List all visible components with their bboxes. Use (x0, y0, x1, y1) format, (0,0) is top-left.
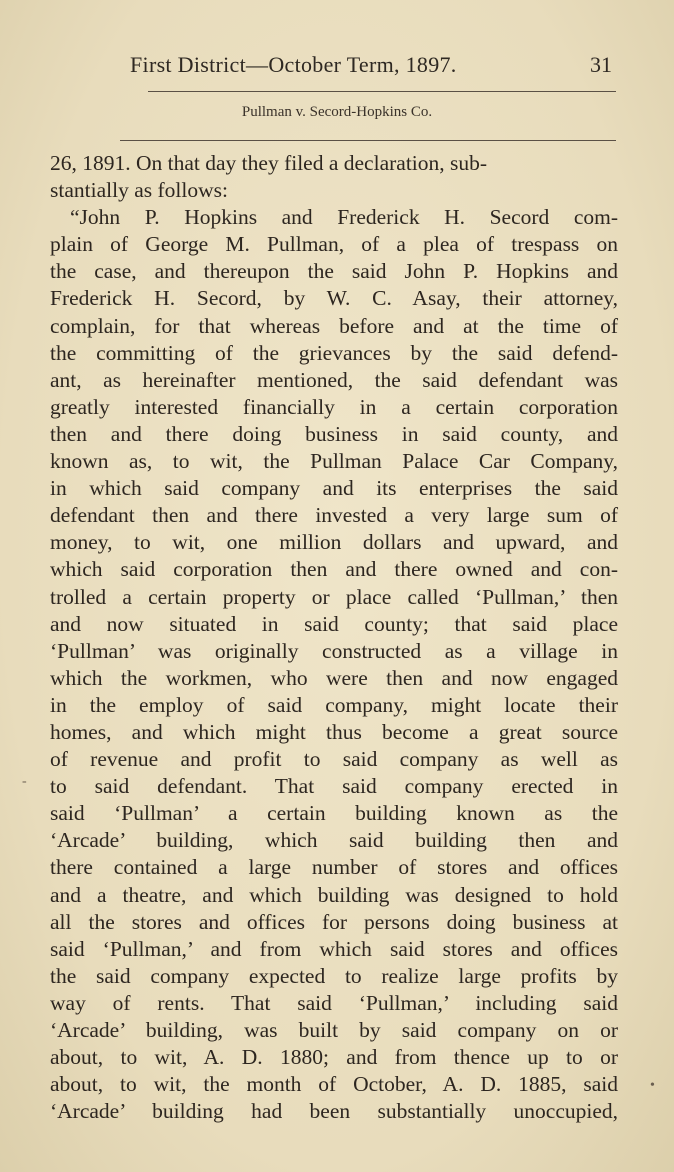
text-line: the committing of the grievances by the said defend- (50, 340, 618, 365)
text-line: greatly interested financially in a certain corporation (50, 394, 618, 419)
text-line: trolled a certain property or place called ‘Pullman,’ then (50, 584, 618, 609)
text-line: and now situated in said county; that said place (50, 611, 618, 636)
text-line: ‘Arcade’ building, was built by said company on or (50, 1018, 618, 1042)
text-line: 26, 1891. On that day they filed a declaration, sub- (50, 151, 488, 175)
text-line: to said defendant. That said company erected in (50, 774, 618, 799)
text-line: which the workmen, who were then and now engaged (50, 665, 618, 690)
text-line: complain, for that whereas before and at the time of (50, 313, 618, 338)
text-line: about, to wit, A. D. 1880; and from thence up to or (50, 1045, 618, 1070)
text-line: ant, as hereinafter mentioned, the said defendant was (50, 367, 618, 392)
text-line: “John P. Hopkins and Frederick H. Secord com- (70, 205, 618, 230)
text-line: ‘Pullman’ was originally constructed as a village in (50, 638, 618, 663)
text-line: and a theatre, and which building was designed to hold (50, 882, 618, 907)
running-head: First District—October Term, 1897. (130, 52, 457, 77)
margin-mark-right: • (650, 1078, 655, 1093)
text-line: then and there doing business in said county, and (50, 421, 618, 446)
text-line: stantially as follows: (50, 178, 228, 203)
page-number: 31 (590, 52, 612, 77)
text-line: plain of George M. Pullman, of a plea of trespass on (50, 232, 618, 257)
case-title: Pullman v. Secord-Hopkins Co. (241, 104, 433, 120)
header-rule (148, 91, 616, 92)
text-line: homes, and which might thus become a great source (50, 719, 618, 744)
text-line: way of rents. That said ‘Pullman,’ including said (50, 990, 618, 1015)
text-line: in which said company and its enterprises the said (50, 476, 618, 501)
text-line: ‘Arcade’ building, which said building then and (50, 828, 618, 853)
text-line: ‘Arcade’ building had been substantially unoccupied, (50, 1099, 618, 1124)
text-line: the case, and thereupon the said John P. Hopkins and (50, 259, 618, 284)
text-line: which said corporation then and there owned and con- (50, 557, 618, 582)
text-line: money, to wit, one million dollars and upward, and (50, 530, 618, 555)
text-line: the said company expected to realize large profits by (50, 963, 618, 988)
text-line: about, to wit, the month of October, A. D. 1885, said (50, 1072, 618, 1097)
text-line: of revenue and profit to said company as well as (50, 747, 618, 772)
text-line: defendant then and there invested a very large sum of (50, 503, 618, 528)
text-line: in the employ of said company, might locate their (50, 692, 618, 717)
margin-mark-left: - (22, 774, 27, 789)
body-text (50, 150, 618, 1125)
text-line: said ‘Pullman,’ and from which said stores and offices (50, 936, 618, 961)
text-line: said ‘Pullman’ a certain building known as the (50, 801, 618, 826)
text-line: there contained a large number of stores and offices (50, 855, 618, 880)
text-line: Frederick H. Secord, by W. C. Asay, their attorney, (50, 286, 618, 311)
case-title-rule (120, 140, 616, 141)
text-line: known as, to wit, the Pullman Palace Car Company, (50, 449, 618, 474)
text-line: all the stores and offices for persons doing business at (50, 909, 618, 934)
